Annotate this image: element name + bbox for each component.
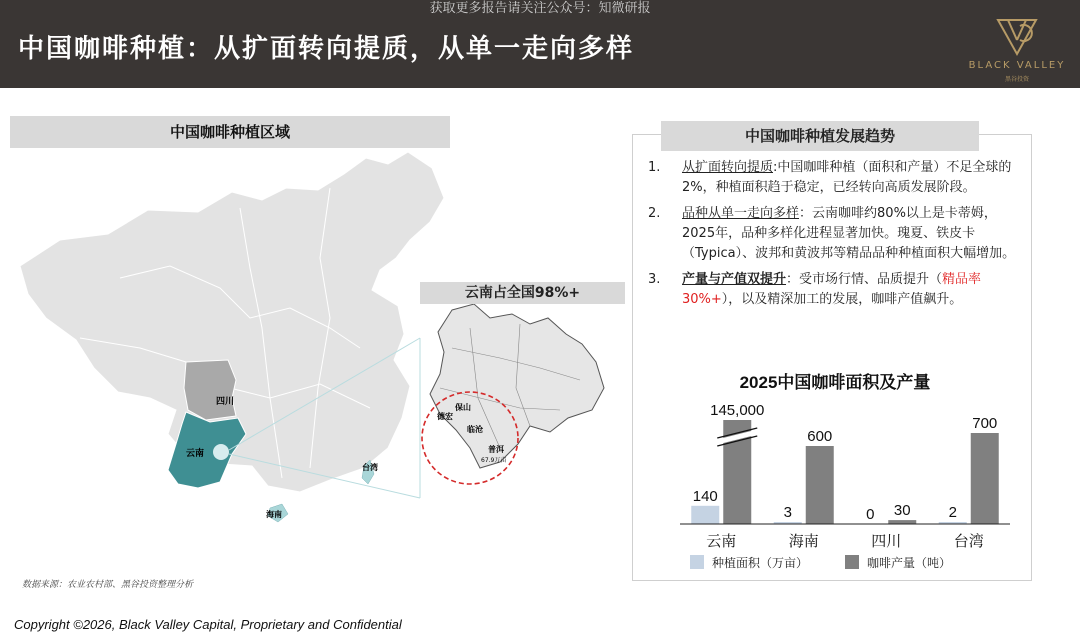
lincang-label: 临沧 <box>467 425 483 434</box>
taiwan-label: 台湾 <box>362 463 378 472</box>
dehong-label: 德宏 <box>437 412 453 421</box>
data-label: 0 <box>866 506 875 523</box>
sichuan-region <box>184 360 236 420</box>
trend-body: 云南咖啡约80%以上是卡蒂姆，2025年，品种多样化进程显著加快。瑰夏、铁皮卡（Typica）、波邦和黄波邦等精品品种种植面积大幅增加。 <box>682 206 1016 261</box>
data-label: 3 <box>783 504 792 521</box>
copyright-footer: Copyright ©2026, Black Valley Capital, Proprietary and Confidential <box>14 617 402 632</box>
yunnan-share-label: 云南占全国98%+ <box>420 282 625 304</box>
trend-item-1: 1. 从扩面转向提质:中国咖啡种植（面积和产量）不足全球的2%，种植面积趋于稳定，已经转向高质发展阶段。 <box>648 158 1018 198</box>
logo-emblem-icon <box>962 12 1072 60</box>
trend-list <box>648 158 1018 316</box>
highlight-rate: 精品率30%+ <box>682 272 982 307</box>
bar-area-0 <box>691 506 719 524</box>
legend-label: 种植面积（万亩） <box>712 556 809 570</box>
black-valley-logo <box>962 12 1072 82</box>
hainan-label: 海南 <box>266 510 282 519</box>
logo-subtitle: 黑谷投资 <box>1004 76 1029 83</box>
trend-number: 3. <box>648 272 661 287</box>
category-label: 海南 <box>788 532 819 550</box>
data-label: 145,000 <box>710 402 765 419</box>
puer-area-label: 67.9万亩 <box>481 457 507 464</box>
data-label: 140 <box>692 487 718 505</box>
map-section-title: 中国咖啡种植区域 <box>10 116 450 148</box>
bar-output-2 <box>888 520 916 524</box>
data-label: 2 <box>948 504 957 521</box>
yunnan-label: 云南 <box>186 449 205 459</box>
trend-section-title: 中国咖啡种植发展趋势 <box>661 121 979 151</box>
yunnan-inset-map <box>430 304 604 468</box>
chart-title: 2025中国咖啡面积及产量 <box>739 373 931 392</box>
legend-swatch <box>845 555 859 569</box>
trend-item-2: 2. 品种从单一走向多样：云南咖啡约80%以上是卡蒂姆，2025年，品种多样化进程显著加快。瑰夏、铁皮卡（Typica）、波邦和黄波邦等精品品种种植面积大幅增加。 <box>648 204 1018 264</box>
trend-heading: 产量与产值双提升 <box>682 272 787 287</box>
data-source-note: 数据来源：农业农村部、黑谷投资整理分析 <box>22 580 194 590</box>
watermark-text: 获取更多报告请关注公众号：知微研报 <box>429 1 651 16</box>
bar-output-3 <box>971 433 999 524</box>
data-label: 600 <box>807 428 833 445</box>
sichuan-label: 四川 <box>216 397 235 407</box>
category-label: 台湾 <box>953 532 984 550</box>
legend-swatch <box>690 555 704 569</box>
logo-name: BLACK VALLEY <box>968 60 1066 71</box>
data-label: 700 <box>972 415 998 432</box>
trend-number: 2. <box>648 206 661 221</box>
bar-output-1 <box>806 446 834 524</box>
trend-item-3: 3. 产量与产值双提升：受市场行情、品质提升（精品率30%+），以及精深加工的发展，咖啡产值飙升。 <box>648 270 1018 310</box>
trend-heading: 从扩面转向提质 <box>682 160 774 175</box>
yunnan-marker <box>213 444 229 460</box>
puer-label: 普洱 <box>488 445 504 454</box>
trend-number: 1. <box>648 160 661 175</box>
page-title: 中国咖啡种植：从扩面转向提质，从单一走向多样 <box>18 34 635 64</box>
baoshan-label: 保山 <box>455 403 471 412</box>
china-map <box>0 148 640 568</box>
trend-body: 受市场行情、品质提升（ <box>799 272 943 287</box>
trend-body: 中国咖啡种植（面积和产量）不足全球的2%，种植面积趋于稳定，已经转向高质发展阶段。 <box>682 160 1012 195</box>
category-label: 四川 <box>871 532 902 550</box>
category-label: 云南 <box>706 532 737 550</box>
data-label: 30 <box>893 502 911 520</box>
trend-heading: 品种从单一走向多样 <box>682 206 800 221</box>
header-bar <box>0 0 1080 88</box>
area-output-chart <box>640 366 1030 580</box>
legend-label: 咖啡产量（吨） <box>867 556 952 570</box>
